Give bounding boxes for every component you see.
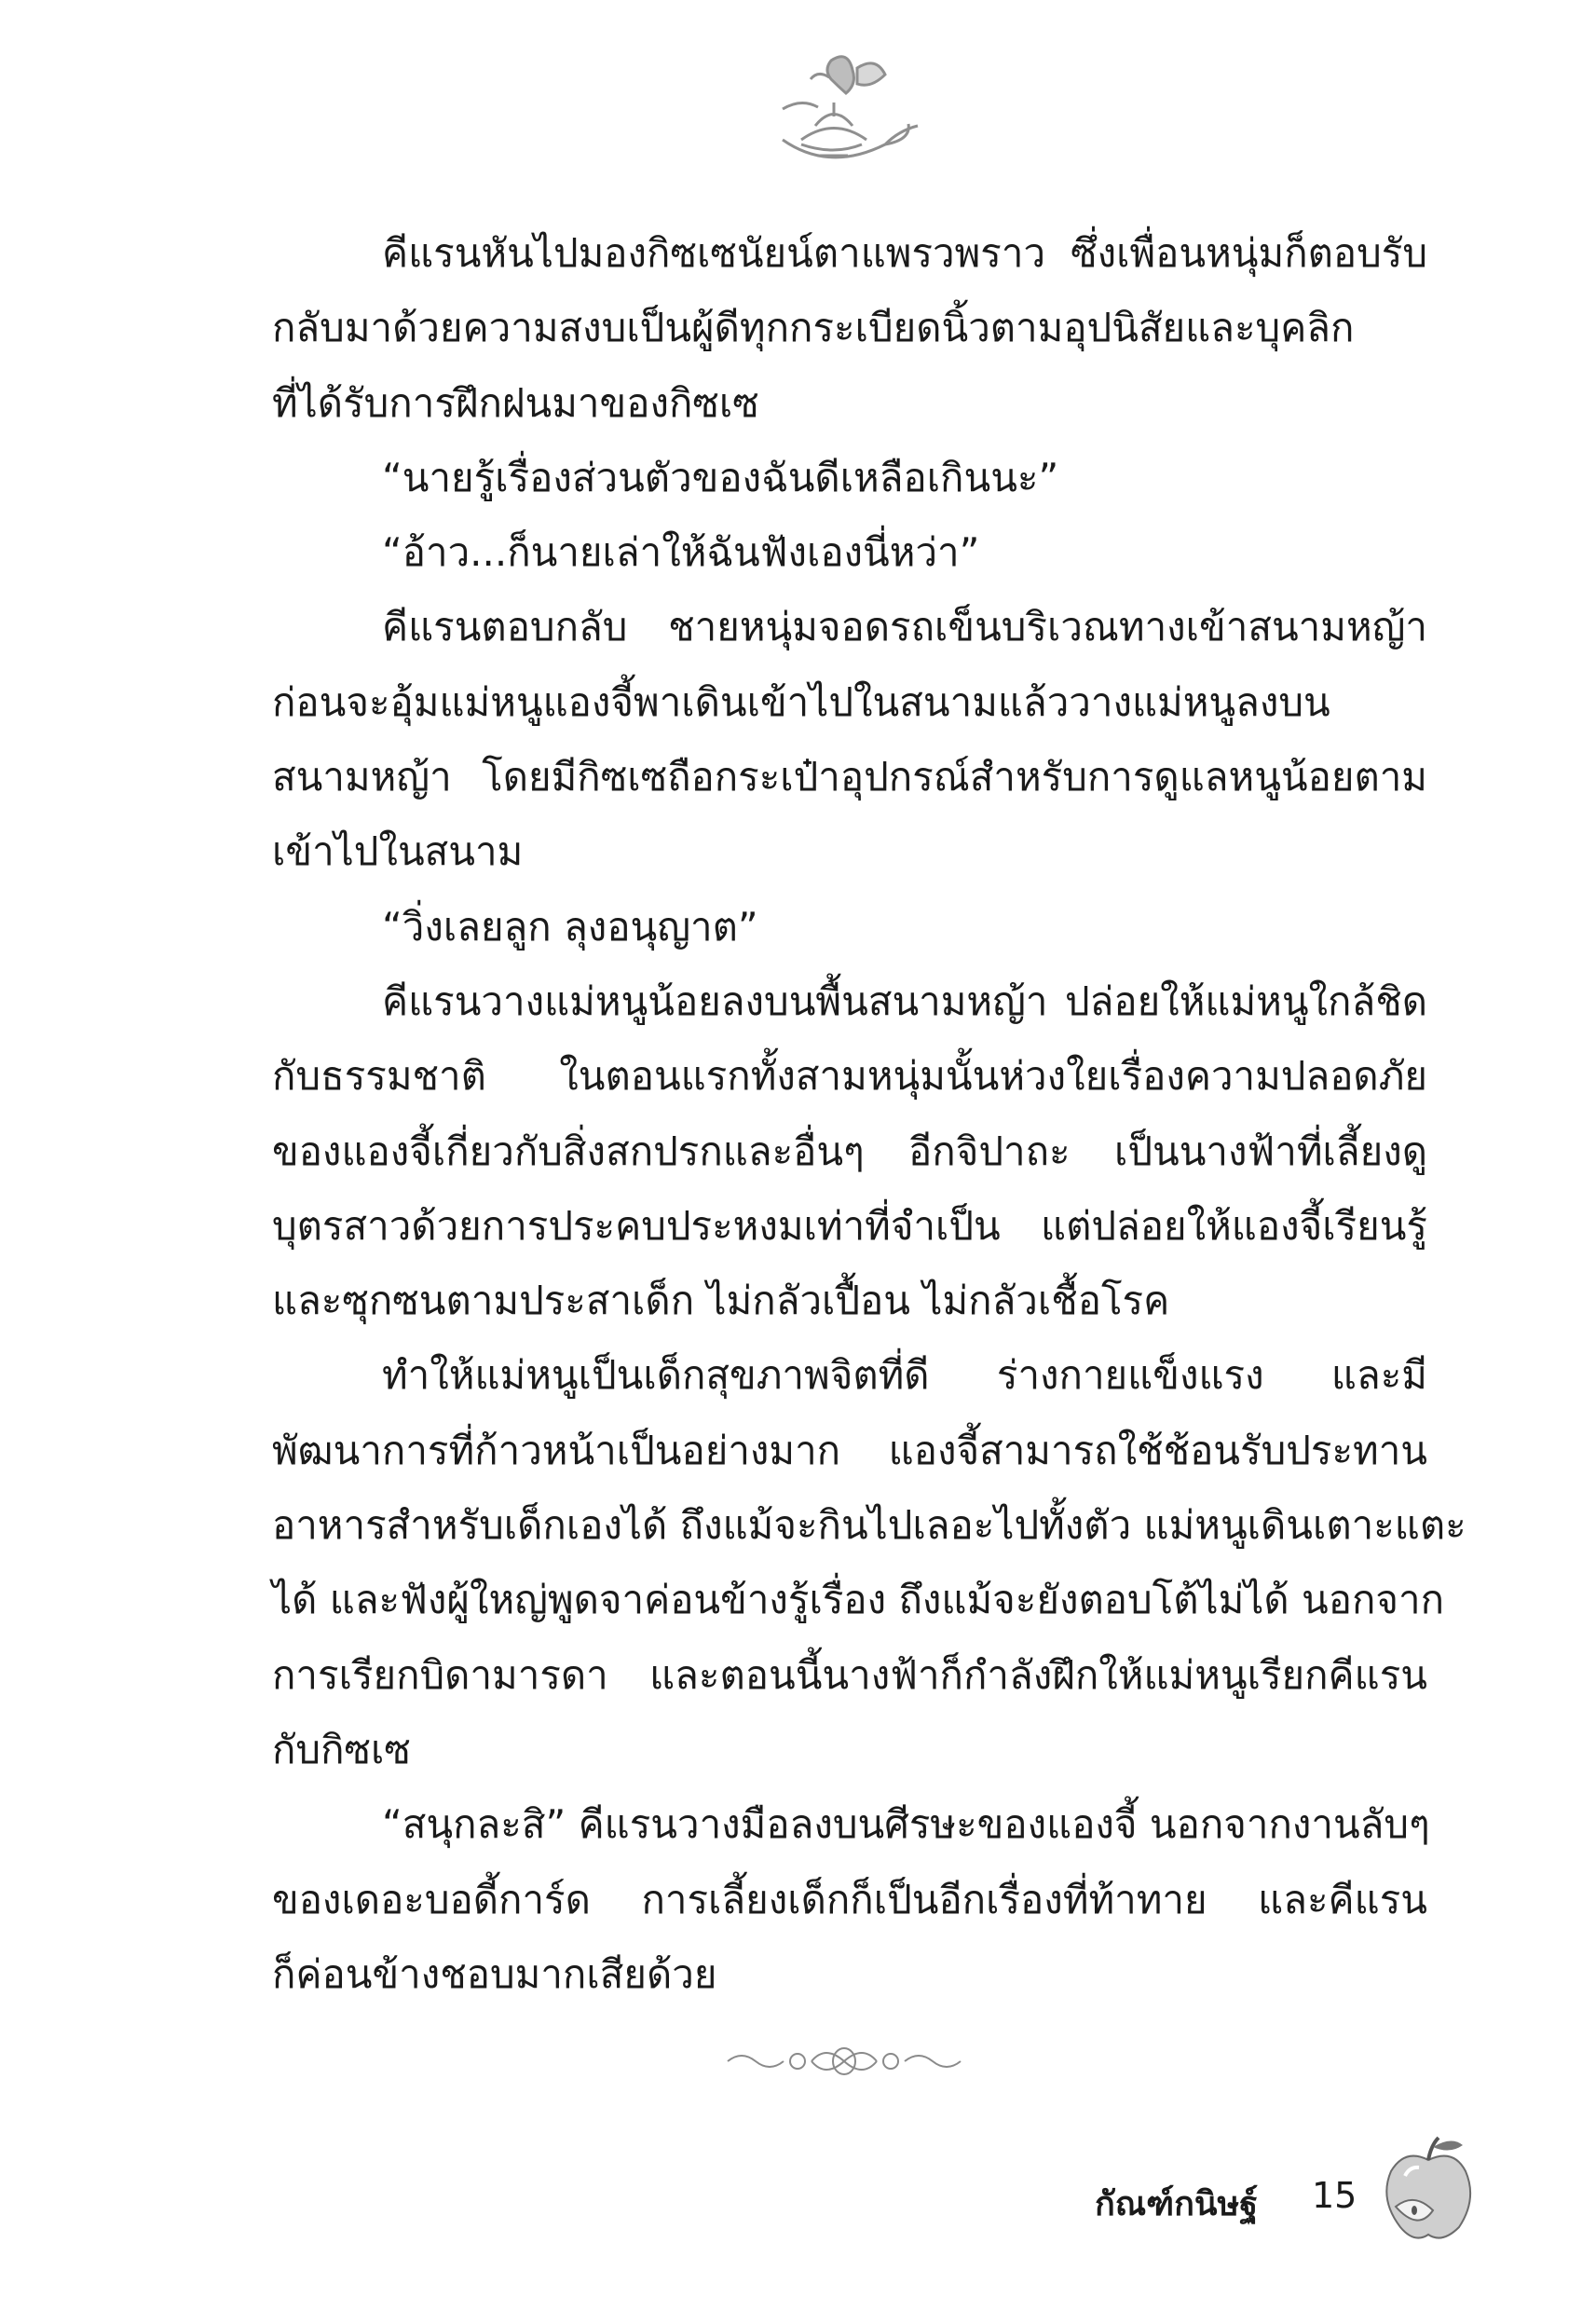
text-line: และซุกซนตามประสาเด็ก ไม่กลัวเปื้อน ไม่กลัวเชื้อโรค (272, 1278, 1170, 1324)
text-line: “นายรู้เรื่องส่วนตัวของฉันดีเหลือเกินนะ” (382, 454, 1059, 500)
text-line: “สนุกละสิ” คีแรนวางมือลงบนศีรษะของแองจี้ นอกจากงานลับๆ (382, 1801, 1430, 1848)
text-line: ทำให้แม่หนูเป็นเด็กสุขภาพจิตที่ดี ร่างกายแข็งแรง และมี (382, 1352, 1427, 1399)
flourish-divider-icon (723, 2043, 965, 2080)
story-text (272, 216, 1466, 2012)
text-line: “อ้าว...ก็นายเล่าให้ฉันฟังเองนี่หว่า” (382, 529, 980, 576)
text-line: ก็ค่อนข้างชอบมากเสียด้วย (272, 1950, 717, 1997)
text-line: สนามหญ้า โดยมีกิซเซถือกระเป๋าอุปกรณ์สำหรับการดูแลหนูน้อยตาม (272, 754, 1427, 800)
text-line: การเรียกบิดามารดา และตอนนี้นางฟ้าก็กำลังฝึกให้แม่หนูเรียกคีแรน (272, 1651, 1427, 1698)
text-line: กับกิซเซ (272, 1726, 411, 1772)
text-line: กับธรรมชาติ ในตอนแรกทั้งสามหนุ่มนั้นห่วงใยเรื่องความปลอดภัย (272, 1053, 1427, 1100)
text-line: กลับมาด้วยความสงบเป็นผู้ดีทุกกระเบียดนิ้วตามอุปนิสัยและบุคลิก (272, 305, 1355, 351)
text-line: คีแรนตอบกลับ ชายหนุ่มจอดรถเข็นบริเวณทางเข้าสนามหญ้า (382, 604, 1427, 650)
text-line: ที่ได้รับการฝึกฝนมาของกิซเซ (272, 379, 759, 426)
book-title: กัณฑ์กนิษฐ์ (1095, 2185, 1259, 2223)
text-line: ก่อนจะอุ้มแม่หนูแองจี้พาเดินเข้าไปในสนามแล้ววางแม่หนูลงบน (272, 678, 1330, 725)
text-line: “วิ่งเลยลูก ลุงอนุญาต” (382, 903, 758, 950)
text-line: ของเดอะบอดี้การ์ด การเลี้ยงเด็กก็เป็นอีกเรื่องที่ท้าทาย และคีแรน (272, 1876, 1427, 1922)
text-line: เข้าไปในสนาม (272, 828, 524, 875)
text-line: บุตรสาวด้วยการประคบประหงมเท่าที่จำเป็น แต่ปล่อยให้แองจี้เรียนรู้ (272, 1202, 1427, 1249)
text-line: ได้ และฟังผู้ใหญ่พูดจาค่อนข้างรู้เรื่อง ถึงแม้จะยังตอบโต้ไม่ได้ นอกจาก (272, 1577, 1445, 1623)
text-line: คีแรนหันไปมองกิซเซนัยน์ตาแพรวพราว ซึ่งเพื่อนหนุ่มก็ตอบรับ (382, 230, 1427, 276)
page-number: 15 (1312, 2175, 1357, 2216)
magic-lamp-cupid-icon (745, 51, 932, 172)
text-line: พัฒนาการที่ก้าวหน้าเป็นอย่างมาก แองจี้สามารถใช้ช้อนรับประทาน (272, 1427, 1427, 1473)
text-line: ของแองจี้เกี่ยวกับสิ่งสกปรกและอื่นๆ อีกจิปาถะ เป็นนางฟ้าที่เลี้ยงดู (272, 1128, 1427, 1174)
text-line: อาหารสำหรับเด็กเองได้ ถึงแม้จะกินไปเลอะไปทั้งตัว แม่หนูเดินเตาะแตะ (272, 1502, 1466, 1549)
text-line: คีแรนวางแม่หนูน้อยลงบนพื้นสนามหญ้า ปล่อยให้แม่หนูใกล้ชิด (382, 978, 1427, 1024)
apple-icon (1377, 2134, 1480, 2246)
